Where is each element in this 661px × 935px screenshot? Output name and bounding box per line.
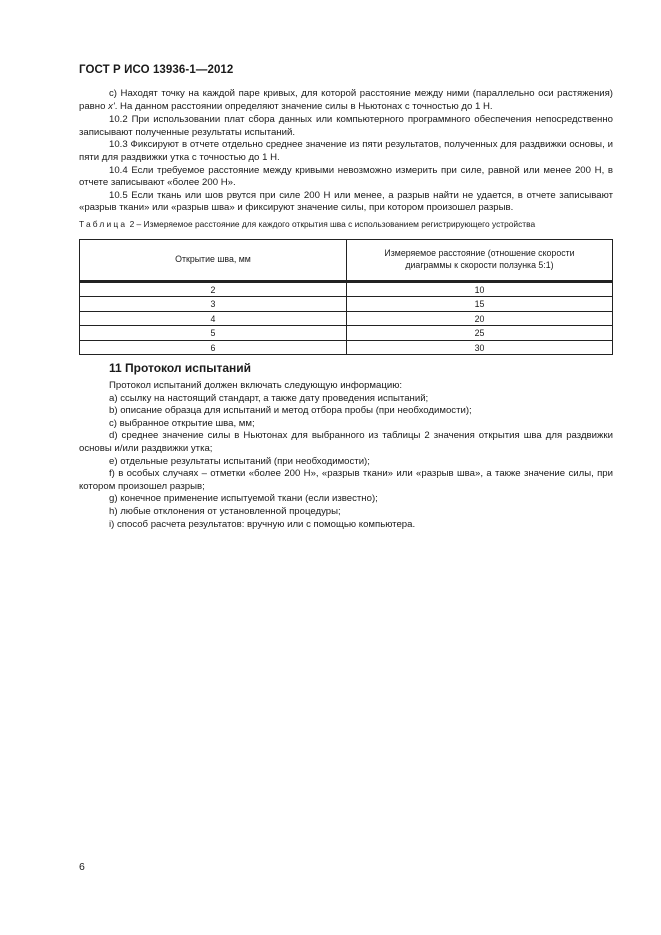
cell-opening: 5 [80, 326, 347, 341]
document-header: ГОСТ Р ИСО 13936-1—2012 [79, 64, 234, 76]
table-caption [79, 219, 613, 230]
cell-distance: 20 [347, 311, 613, 326]
paragraph-c [79, 88, 613, 113]
list-item: d) среднее значение силы в Ньютонах для выбранного из таблицы 2 значения открытия шва для раздвижки основы и/или раздвижки утка; [79, 430, 613, 454]
list-item: b) описание образца для испытаний и метод отбора пробы (при необходимости); [109, 405, 472, 417]
list-item: i) способ расчета результатов: вручную или с помощью компьютера. [109, 518, 416, 530]
document-body [79, 88, 613, 531]
cell-distance: 15 [347, 297, 613, 312]
paragraph-c-text: с) Находят точку на каждой паре кривых, для которой расстояние между ними (параллельно оси растяжения) равно [79, 88, 613, 112]
paragraph-10-2: 10.2 При использовании плат сбора данных или компьютерного программного обеспечения непосредственно записывают полученные результаты испытаний. [79, 114, 613, 138]
list-item: а) ссылку на настоящий стандарт, а также дату проведения испытаний; [109, 392, 429, 404]
variable-x-prime: x' [108, 100, 115, 112]
measurement-table [79, 239, 613, 356]
cell-distance: 30 [347, 340, 613, 355]
cell-distance: 25 [347, 326, 613, 341]
section-title: 11 Протокол испытаний [109, 361, 251, 376]
list-item: c) выбранное открытие шва, мм; [109, 417, 255, 429]
section-intro: Протокол испытаний должен включать следующую информацию: [109, 380, 403, 392]
cell-opening: 6 [80, 340, 347, 355]
cell-opening: 4 [80, 311, 347, 326]
table-row [80, 326, 613, 341]
cell-opening: 2 [80, 281, 347, 297]
column-header-distance: Измеряемое расстояние (отношение скорости диаграммы к скорости ползунка 5:1) [347, 239, 613, 281]
table-caption-label: Таблица [79, 218, 128, 229]
table-row [80, 281, 613, 297]
paragraph-10-4: 10.4 Если требуемое расстояние между кривыми невозможно измерить при силе, равной или менее 200 Н, в отчете записывают «более 200 Н». [79, 164, 613, 189]
table-row [80, 340, 613, 355]
page-number: 6 [79, 861, 85, 873]
table-caption-text: 2 – Измеряемое расстояние для каждого открытия шва с использованием регистрирующего устройства [127, 218, 536, 229]
paragraph-10-5: 10.5 Если ткань или шов рвутся при силе 200 Н или менее, а разрыв найти не удается, в отчете записывают «разрыв ткани» или «разрыв шва» и фиксируют значение силы, при котором произошел разрыв. [79, 189, 613, 214]
list-item: g) конечное применение испытуемой ткани (если известно); [109, 493, 378, 505]
cell-opening: 3 [80, 297, 347, 312]
paragraph-10-3: 10.3 Фиксируют в отчете отдельно среднее значение из пяти результатов, полученных для раздвижки основы, и пяти для раздвижки утка с точностью до 1 Н. [79, 139, 613, 163]
list-item: f) в особых случаях – отметки «более 200 Н», «разрыв ткани» или «разрыв шва», а также значение силы, при котором произошел разрыв; [79, 468, 613, 492]
cell-distance: 10 [347, 281, 613, 297]
table-header-row [80, 239, 613, 281]
column-header-opening: Открытие шва, мм [80, 239, 347, 281]
table-row [80, 311, 613, 326]
list-item: h) любые отклонения от установленной процедуры; [109, 505, 341, 517]
list-item: e) отдельные результаты испытаний (при необходимости); [109, 455, 370, 467]
table-row [80, 297, 613, 312]
paragraph-c-text-end: . На данном расстоянии определяют значение силы в Ньютонах с точностью до 1 Н. [114, 100, 493, 112]
